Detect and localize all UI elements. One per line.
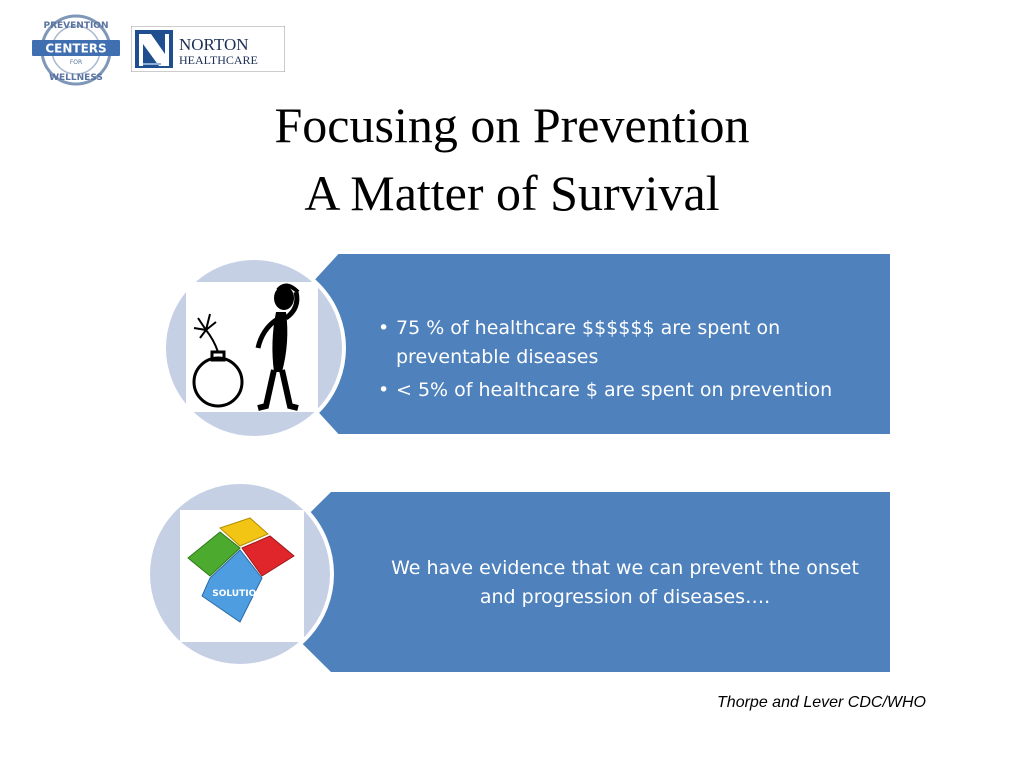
svg-text:NORTON: NORTON <box>179 35 249 54</box>
centers-for-wellness-logo <box>30 14 122 86</box>
svg-text:FOR: FOR <box>69 59 83 66</box>
citation: Thorpe and Lever CDC/WHO <box>717 694 926 711</box>
title-line-1: Focusing on Prevention <box>274 97 750 153</box>
bomb-and-thinking-figure-image <box>186 282 318 412</box>
norton-healthcare-logo <box>131 26 285 72</box>
title-line-2: A Matter of Survival <box>304 165 720 221</box>
puzzle-solution-image <box>180 510 304 642</box>
bullet-item: • 75 % of healthcare $$$$$$ are spent on preventable diseases <box>378 317 781 368</box>
bullet-item: • < 5% of healthcare $ are spent on prevention <box>378 379 833 401</box>
stats-bullet-list <box>376 314 876 405</box>
svg-text:SOLUTION: SOLUTION <box>212 589 264 599</box>
evidence-text: We have evidence that we can prevent the onset and progression of diseases…. <box>391 557 859 608</box>
svg-text:HEALTHCARE: HEALTHCARE <box>179 53 258 67</box>
svg-text:PREVENTION: PREVENTION <box>43 21 109 31</box>
svg-text:WELLNESS: WELLNESS <box>49 73 103 83</box>
svg-text:CENTERS: CENTERS <box>45 41 107 56</box>
